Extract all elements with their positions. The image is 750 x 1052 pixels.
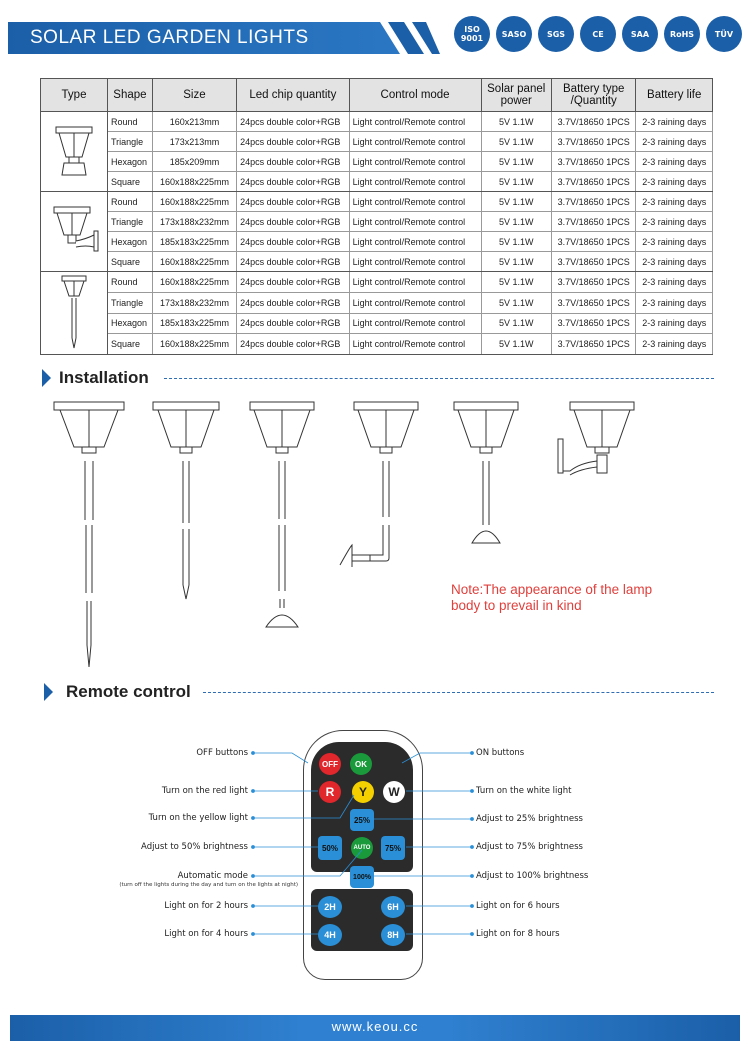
installation-divider bbox=[164, 378, 714, 379]
label-6-hours: Light on for 6 hours bbox=[476, 901, 560, 911]
saa-icon: SAA bbox=[622, 16, 658, 52]
cell-battery-life: 2-3 raining days bbox=[636, 152, 713, 172]
table-row bbox=[41, 112, 713, 132]
installation-note: Note:The appearance of the lamp body to prevail in kind bbox=[451, 582, 653, 613]
rohs-icon: RoHS bbox=[664, 16, 700, 52]
cell-solar-power: 5V 1.1W bbox=[481, 152, 551, 172]
timer-4h-button[interactable]: 4H bbox=[318, 924, 342, 946]
cell-battery-type: 3.7V/18650 1PCS bbox=[551, 172, 636, 192]
timer-6h-button[interactable]: 6H bbox=[381, 896, 405, 918]
table-row bbox=[41, 292, 713, 313]
cell-battery-type: 3.7V/18650 1PCS bbox=[551, 292, 636, 313]
cell-solar-power: 5V 1.1W bbox=[481, 232, 551, 252]
cell-size: 173x213mm bbox=[152, 132, 236, 152]
cell-battery-type: 3.7V/18650 1PCS bbox=[551, 152, 636, 172]
table-row bbox=[41, 252, 713, 272]
cell-solar-power: 5V 1.1W bbox=[481, 272, 551, 293]
certification-logos bbox=[454, 16, 742, 52]
header-control-mode: Control mode bbox=[349, 79, 481, 112]
label-4-hours: Light on for 4 hours bbox=[164, 929, 248, 939]
cell-battery-life: 2-3 raining days bbox=[636, 252, 713, 272]
cell-led-chip: 24pcs double color+RGB bbox=[237, 272, 350, 293]
brightness-100-button[interactable]: 100% bbox=[350, 866, 374, 888]
cell-control-mode: Light control/Remote control bbox=[349, 172, 481, 192]
label-on-buttons: ON buttons bbox=[476, 748, 525, 758]
cell-size: 160x213mm bbox=[152, 112, 236, 132]
cell-control-mode: Light control/Remote control bbox=[349, 212, 481, 232]
off-button[interactable]: OFF bbox=[319, 753, 341, 775]
cell-control-mode: Light control/Remote control bbox=[349, 334, 481, 355]
cell-shape: Hexagon bbox=[108, 152, 153, 172]
cell-battery-life: 2-3 raining days bbox=[636, 132, 713, 152]
label-auto-mode: Automatic mode bbox=[177, 871, 248, 881]
cell-control-mode: Light control/Remote control bbox=[349, 292, 481, 313]
label-8-hours: Light on for 8 hours bbox=[476, 929, 560, 939]
cell-shape: Round bbox=[108, 272, 153, 293]
label-red-light: Turn on the red light bbox=[161, 786, 248, 796]
timer-2h-button[interactable]: 2H bbox=[318, 896, 342, 918]
label-2-hours: Light on for 2 hours bbox=[164, 901, 248, 911]
page-title: SOLAR LED GARDEN LIGHTS bbox=[30, 27, 309, 48]
installation-lamp-short-base-icon bbox=[454, 402, 518, 543]
label-auto-mode-sub: (turn off the lights during the day and turn on the lights at night) bbox=[119, 882, 298, 888]
section-chevron-icon bbox=[42, 369, 51, 387]
remote-callout-lines bbox=[250, 745, 480, 945]
cell-solar-power: 5V 1.1W bbox=[481, 252, 551, 272]
cell-shape: Square bbox=[108, 334, 153, 355]
wall-lamp-icon bbox=[44, 253, 104, 263]
installation-lamp-wall-icon bbox=[558, 402, 634, 475]
cell-led-chip: 24pcs double color+RGB bbox=[237, 252, 350, 272]
cell-battery-life: 2-3 raining days bbox=[636, 232, 713, 252]
cell-size: 173x188x232mm bbox=[152, 212, 236, 232]
cell-control-mode: Light control/Remote control bbox=[349, 192, 481, 212]
sgs-icon: SGS bbox=[538, 16, 574, 52]
cell-size: 160x188x225mm bbox=[152, 172, 236, 192]
cell-battery-type: 3.7V/18650 1PCS bbox=[551, 252, 636, 272]
cell-led-chip: 24pcs double color+RGB bbox=[237, 232, 350, 252]
cell-solar-power: 5V 1.1W bbox=[481, 112, 551, 132]
cell-battery-type: 3.7V/18650 1PCS bbox=[551, 313, 636, 334]
table-row bbox=[41, 272, 713, 293]
lamp-type-cell bbox=[41, 192, 108, 272]
installation-title: Installation bbox=[59, 368, 149, 387]
table-row bbox=[41, 334, 713, 355]
cell-solar-power: 5V 1.1W bbox=[481, 192, 551, 212]
table-row bbox=[41, 172, 713, 192]
cell-solar-power: 5V 1.1W bbox=[481, 172, 551, 192]
cell-size: 160x188x225mm bbox=[152, 252, 236, 272]
cell-led-chip: 24pcs double color+RGB bbox=[237, 212, 350, 232]
ce-icon: CE bbox=[580, 16, 616, 52]
auto-mode-button[interactable]: AUTO bbox=[351, 837, 373, 859]
cell-shape: Triangle bbox=[108, 132, 153, 152]
label-yellow-light: Turn on the yellow light bbox=[148, 813, 248, 823]
header-led-chip: Led chip quantity bbox=[237, 79, 350, 112]
table-row bbox=[41, 212, 713, 232]
installation-lamp-stake-icon bbox=[153, 402, 219, 599]
lamp-type-cell bbox=[41, 272, 108, 355]
cell-shape: Square bbox=[108, 252, 153, 272]
cell-battery-life: 2-3 raining days bbox=[636, 112, 713, 132]
cell-led-chip: 24pcs double color+RGB bbox=[237, 313, 350, 334]
cell-battery-type: 3.7V/18650 1PCS bbox=[551, 212, 636, 232]
cell-shape: Hexagon bbox=[108, 313, 153, 334]
cell-size: 185x183x225mm bbox=[152, 232, 236, 252]
table-row bbox=[41, 232, 713, 252]
timer-8h-button[interactable]: 8H bbox=[381, 924, 405, 946]
cell-control-mode: Light control/Remote control bbox=[349, 252, 481, 272]
cell-battery-life: 2-3 raining days bbox=[636, 212, 713, 232]
cell-battery-life: 2-3 raining days bbox=[636, 292, 713, 313]
label-50-brightness: Adjust to 50% brightness bbox=[141, 842, 248, 852]
cell-solar-power: 5V 1.1W bbox=[481, 334, 551, 355]
lamp-type-cell bbox=[41, 112, 108, 192]
cell-led-chip: 24pcs double color+RGB bbox=[237, 112, 350, 132]
label-75-brightness: Adjust to 75% brightness bbox=[476, 842, 583, 852]
header-solar-panel: Solar panel power bbox=[481, 79, 551, 112]
saso-icon: SASO bbox=[496, 16, 532, 52]
lamp-post-top-icon bbox=[50, 173, 98, 183]
header-battery-life: Battery life bbox=[636, 79, 713, 112]
header-battery-type: Battery type /Quantity bbox=[551, 79, 636, 112]
table-row bbox=[41, 313, 713, 334]
cell-battery-life: 2-3 raining days bbox=[636, 192, 713, 212]
cell-solar-power: 5V 1.1W bbox=[481, 132, 551, 152]
section-chevron-icon bbox=[44, 683, 53, 701]
cell-battery-life: 2-3 raining days bbox=[636, 272, 713, 293]
cell-size: 160x188x225mm bbox=[152, 192, 236, 212]
tuv-icon: TÜV bbox=[706, 16, 742, 52]
iso-9001-icon: ISO 9001 bbox=[454, 16, 490, 52]
table-row bbox=[41, 192, 713, 212]
red-light-button[interactable]: R bbox=[319, 781, 341, 803]
cell-led-chip: 24pcs double color+RGB bbox=[237, 334, 350, 355]
cell-shape: Triangle bbox=[108, 212, 153, 232]
spec-table-header bbox=[41, 79, 713, 112]
cell-solar-power: 5V 1.1W bbox=[481, 292, 551, 313]
cell-control-mode: Light control/Remote control bbox=[349, 313, 481, 334]
cell-size: 160x188x225mm bbox=[152, 272, 236, 293]
cell-battery-life: 2-3 raining days bbox=[636, 334, 713, 355]
cell-led-chip: 24pcs double color+RGB bbox=[237, 192, 350, 212]
cell-shape: Round bbox=[108, 192, 153, 212]
cell-solar-power: 5V 1.1W bbox=[481, 212, 551, 232]
cell-led-chip: 24pcs double color+RGB bbox=[237, 172, 350, 192]
installation-lamp-base-icon bbox=[250, 402, 314, 627]
table-row bbox=[41, 132, 713, 152]
cell-control-mode: Light control/Remote control bbox=[349, 152, 481, 172]
cell-size: 185x209mm bbox=[152, 152, 236, 172]
label-white-light: Turn on the white light bbox=[476, 786, 572, 796]
cell-size: 173x188x232mm bbox=[152, 292, 236, 313]
spec-table bbox=[40, 78, 713, 355]
cell-size: 185x183x225mm bbox=[152, 313, 236, 334]
cell-battery-type: 3.7V/18650 1PCS bbox=[551, 112, 636, 132]
cell-shape: Triangle bbox=[108, 292, 153, 313]
cell-battery-type: 3.7V/18650 1PCS bbox=[551, 334, 636, 355]
cell-control-mode: Light control/Remote control bbox=[349, 272, 481, 293]
cell-battery-type: 3.7V/18650 1PCS bbox=[551, 232, 636, 252]
header-size: Size bbox=[152, 79, 236, 112]
footer-url[interactable]: www.keou.cc bbox=[331, 1019, 419, 1034]
brightness-50-button[interactable]: 50% bbox=[318, 836, 342, 860]
cell-control-mode: Light control/Remote control bbox=[349, 112, 481, 132]
cell-shape: Hexagon bbox=[108, 232, 153, 252]
on-button[interactable]: OK bbox=[350, 753, 372, 775]
brightness-25-button[interactable]: 25% bbox=[350, 809, 374, 831]
installation-lamp-elbow-icon bbox=[340, 402, 418, 567]
cell-led-chip: 24pcs double color+RGB bbox=[237, 132, 350, 152]
installation-lamp-stake-full-icon bbox=[54, 402, 124, 667]
cell-battery-life: 2-3 raining days bbox=[636, 313, 713, 334]
header-shape: Shape bbox=[108, 79, 153, 112]
remote-control-title: Remote control bbox=[66, 682, 191, 701]
cell-control-mode: Light control/Remote control bbox=[349, 232, 481, 252]
stake-lamp-icon bbox=[50, 344, 98, 354]
cell-control-mode: Light control/Remote control bbox=[349, 132, 481, 152]
cell-battery-type: 3.7V/18650 1PCS bbox=[551, 132, 636, 152]
white-light-button[interactable]: W bbox=[383, 781, 405, 803]
cell-solar-power: 5V 1.1W bbox=[481, 313, 551, 334]
remote-control-divider bbox=[203, 692, 714, 693]
cell-battery-life: 2-3 raining days bbox=[636, 172, 713, 192]
brightness-75-button[interactable]: 75% bbox=[381, 836, 405, 860]
cell-battery-type: 3.7V/18650 1PCS bbox=[551, 192, 636, 212]
cell-shape: Round bbox=[108, 112, 153, 132]
cell-led-chip: 24pcs double color+RGB bbox=[237, 152, 350, 172]
cell-led-chip: 24pcs double color+RGB bbox=[237, 292, 350, 313]
cell-shape: Square bbox=[108, 172, 153, 192]
cell-battery-type: 3.7V/18650 1PCS bbox=[551, 272, 636, 293]
label-off-buttons: OFF buttons bbox=[196, 748, 248, 758]
installation-diagram bbox=[40, 395, 660, 675]
header-type: Type bbox=[41, 79, 108, 112]
yellow-light-button[interactable]: Y bbox=[352, 781, 374, 803]
label-25-brightness: Adjust to 25% brightness bbox=[476, 814, 583, 824]
table-row bbox=[41, 152, 713, 172]
label-100-brightness: Adjust to 100% brightness bbox=[476, 871, 589, 881]
cell-size: 160x188x225mm bbox=[152, 334, 236, 355]
